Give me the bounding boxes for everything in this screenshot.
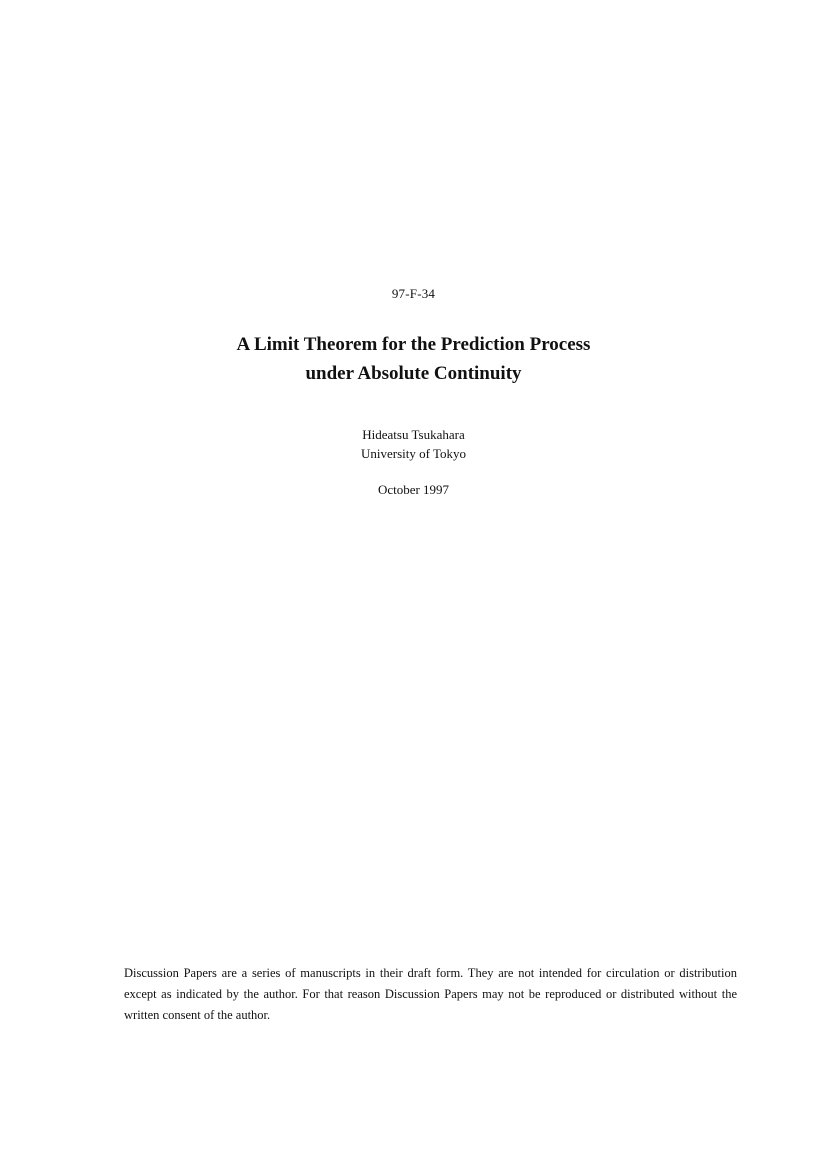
paper-title	[0, 330, 827, 388]
disclaimer-paragraph: Discussion Papers are a series of manuscripts in their draft form. They are not intended for circulation or distribution except as indicated by the author. For that reason Discussion Papers may not be reproduced or distributed without the written consent of the author.	[124, 966, 737, 1022]
paper-number: 97-F-34	[391, 286, 436, 301]
title-line-1: A Limit Theorem for the Prediction Process	[236, 334, 591, 355]
author-affiliation: University of Tokyo	[360, 446, 466, 461]
publication-date: October 1997	[377, 482, 450, 497]
author-name: Hideatsu Tsukahara	[362, 427, 465, 442]
title-line-2: under Absolute Continuity	[305, 363, 522, 384]
author-block	[0, 425, 827, 463]
